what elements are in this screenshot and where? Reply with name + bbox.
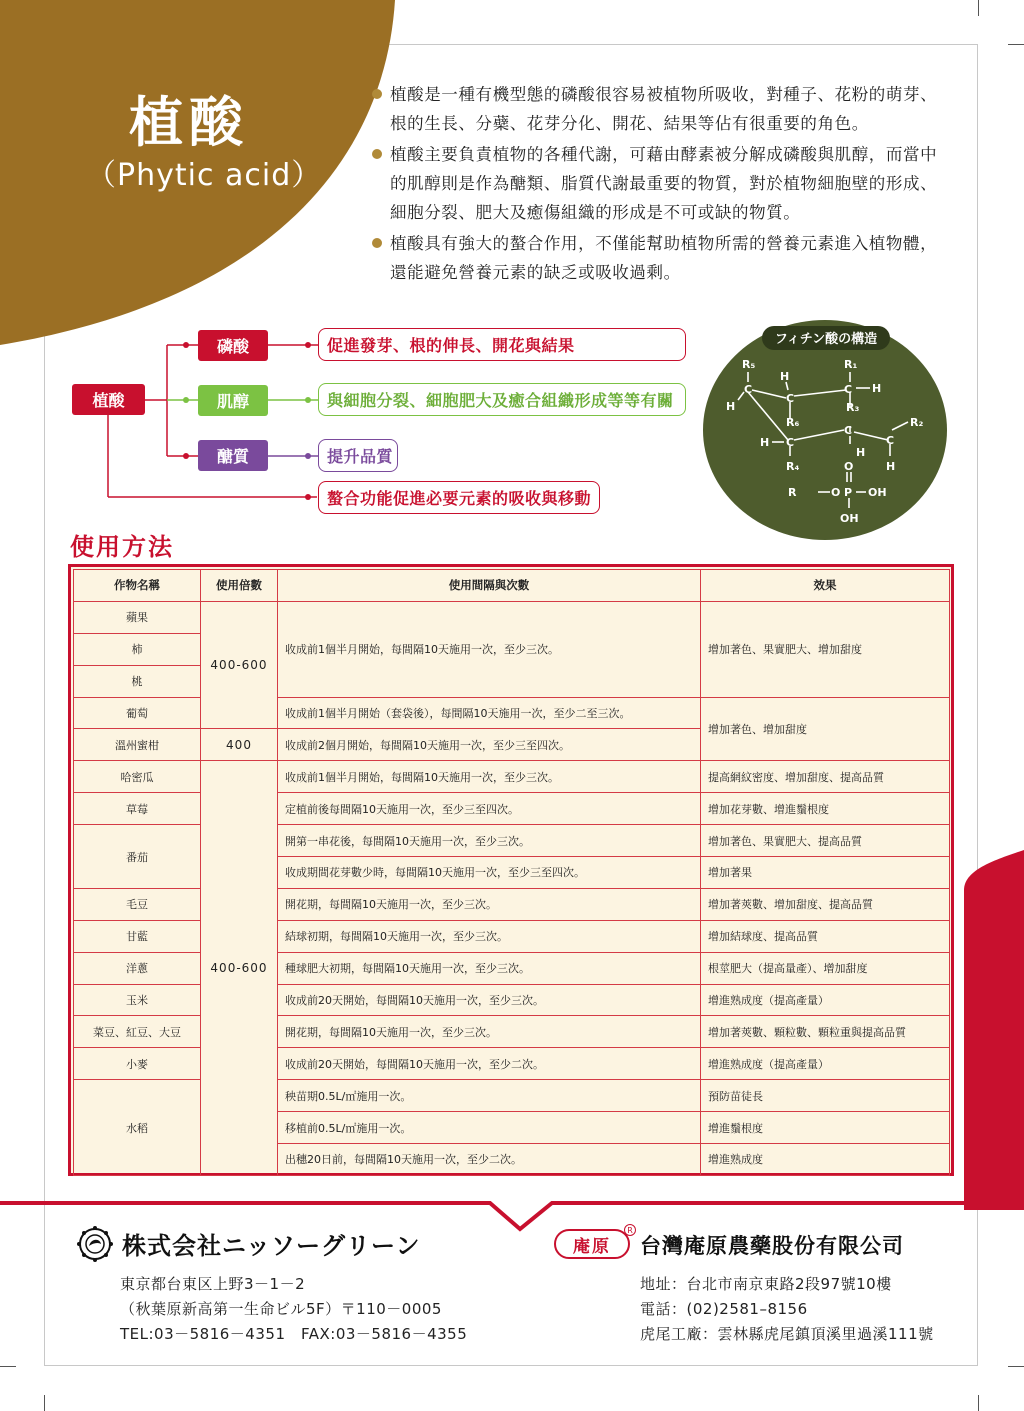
svg-text:H: H [780,370,790,383]
crop-cell: 蘋果 [74,601,201,633]
trim-mark [1008,44,1024,45]
effect-sugar: 提升品質 [318,439,398,472]
svg-text:R₁: R₁ [844,358,858,371]
bullet-item: 植酸主要負責植物的各種代謝，可藉由酵素被分解成磷酸與肌醇，而當中的肌醇則是作為醣類、脂質代謝最重要的物質，對於植物細胞壁的形成、細胞分裂、肥大及癒傷組織的形成是不可或缺的物質。 [370,140,950,227]
svg-text:R₂: R₂ [910,416,924,429]
trim-mark [0,1366,16,1367]
effect-phosphate: 促進發芽、根的伸長、開花與結果 [318,328,686,361]
rate-cell: 400-600 [201,601,278,729]
svg-text:H: H [760,436,770,449]
effect-cell: 增加著莢數、顆粒數、顆粒重與提高品質 [701,1016,950,1048]
rate-cell: 400 [201,729,278,761]
interval-cell: 收成前1個半月開始（套袋後），每間隔10天施用一次，至少二至三次。 [278,697,701,729]
svg-text:C: C [844,383,853,396]
page-subtitle: （Phytic acid） [86,158,323,193]
jp-address-line: TEL:03－5816－4351 FAX:03－5816－4355 [120,1325,468,1343]
effect-cell: 增進鬚根度 [701,1112,950,1144]
bullet-dot-icon [372,89,382,99]
bullet-dot-icon [372,238,382,248]
interval-cell: 收成前20天開始，每間隔10天施用一次，至少三次。 [278,984,701,1016]
svg-text:C: C [786,436,795,449]
diagram-root: 植酸 [72,384,145,415]
effect-cell: 根莖肥大（提高量產）、增加甜度 [701,952,950,984]
svg-text:H: H [856,446,866,459]
effect-cell: 預防苗徒長 [701,1080,950,1112]
interval-cell: 收成前20天開始，每間隔10天施用一次，至少二次。 [278,1048,701,1080]
svg-text:R₄: R₄ [786,460,800,473]
jp-address-block [120,1272,467,1347]
interval-cell: 收成前1個半月開始，每間隔10天施用一次，至少三次。 [278,761,701,793]
tw-company-name: 台灣庵原農藥股份有限公司 [640,1234,904,1258]
intro-bullets [370,80,950,289]
svg-text:P: P [844,486,853,499]
interval-cell: 開花期，每間隔10天施用一次，至少三次。 [278,888,701,920]
interval-cell: 種球肥大初期，每間隔10天施用一次，至少三次。 [278,952,701,984]
tw-address-line: 地址：台北市南京東路2段97號10樓 [640,1275,892,1293]
svg-text:R: R [788,486,797,499]
interval-cell: 定植前後每間隔10天施用一次，至少三至四次。 [278,793,701,825]
interval-cell: 收成前2個月開始，每間隔10天施用一次，至少三至四次。 [278,729,701,761]
bullet-item: 植酸具有強大的螯合作用，不僅能幫助植物所需的營養元素進入植物體，還能避免營養元素的缺乏或吸收過剩。 [370,229,950,287]
interval-cell: 出穗20日前，每間隔10天施用一次，至少二次。 [278,1144,701,1176]
page-title: 植酸 [129,91,249,154]
effect-cell: 提高網紋密度、增加甜度、提高品質 [701,761,950,793]
svg-text:O: O [844,460,854,473]
effect-cell: 增加著果 [701,857,950,889]
crop-cell: 番茄 [74,825,201,889]
column-header: 效果 [701,570,950,602]
branch-inositol: 肌醇 [198,385,268,416]
svg-text:OH: OH [868,486,887,499]
effect-cell: 增加著色、增加甜度 [701,697,950,761]
interval-cell: 收成期間花芽數少時，每間隔10天施用一次，至少三至四次。 [278,857,701,889]
table-header-row [74,570,950,602]
table-row [74,761,950,793]
tw-address-block [640,1272,934,1347]
crop-cell: 小麥 [74,1048,201,1080]
usage-table [73,569,950,1176]
svg-text:C: C [786,392,795,405]
usage-section-title: 使用方法 [70,533,174,561]
trim-mark [978,0,979,16]
column-header: 作物名稱 [74,570,201,602]
tw-address-line: 電話：(02)2581–8156 [640,1300,808,1318]
rate-cell: 400-600 [201,761,278,1176]
svg-text:C: C [744,383,753,396]
svg-text:R₃: R₃ [846,401,860,414]
ihara-logo-icon: 庵原 [554,1229,630,1259]
jp-company-name: 株式会社ニッソーグリーン [122,1232,421,1260]
effect-cell: 增加著色、果實肥大、提高品質 [701,825,950,857]
branch-sugar: 醣質 [198,440,268,471]
interval-cell: 開花期，每間隔10天施用一次，至少三次。 [278,1016,701,1048]
column-header: 使用倍數 [201,570,278,602]
effect-cell: 增進熟成度 [701,1144,950,1176]
nisso-green-logo-icon [76,1226,114,1262]
crop-cell: 桃 [74,665,201,697]
column-header: 使用間隔與次數 [278,570,701,602]
trim-mark [1008,1366,1024,1367]
crop-cell: 柿 [74,633,201,665]
interval-cell: 結球初期，每間隔10天施用一次，至少三次。 [278,920,701,952]
effect-cell: 增進熟成度（提高產量） [701,1048,950,1080]
phytic-acid-structure [700,320,950,540]
svg-text:O: O [831,486,841,499]
trim-mark [44,1395,45,1411]
usage-table-frame [68,564,954,1176]
crop-cell: 草莓 [74,793,201,825]
registered-mark-icon: R [624,1224,636,1236]
svg-text:R₅: R₅ [742,358,756,371]
branch-phosphate: 磷酸 [198,330,268,361]
svg-text:C: C [844,424,853,437]
interval-cell: 移植前0.5L/㎡施用一次。 [278,1112,701,1144]
interval-cell: 收成前1個半月開始，每間隔10天施用一次，至少三次。 [278,601,701,697]
trim-mark [978,1395,979,1411]
decorative-band [964,850,1024,1210]
interval-cell: 開第一串花後，每間隔10天施用一次，至少三次。 [278,825,701,857]
crop-cell: 菜豆、紅豆、大豆 [74,1016,201,1048]
crop-cell: 甘藍 [74,920,201,952]
svg-text:R₆: R₆ [786,416,800,429]
effect-inositol: 與細胞分裂、細胞肥大及癒合組織形成等等有關 [318,383,686,416]
svg-text:フィチン酸の構造: フィチン酸の構造 [774,332,878,347]
effect-cell: 增加著色、果實肥大、增加甜度 [701,601,950,697]
crop-cell: 毛豆 [74,888,201,920]
crop-cell: 玉米 [74,984,201,1016]
effect-cell: 增加花芽數、增進鬚根度 [701,793,950,825]
svg-text:OH: OH [840,512,859,525]
crop-cell: 哈密瓜 [74,761,201,793]
bullet-dot-icon [372,149,382,159]
effect-cell: 增加結球度、提高品質 [701,920,950,952]
jp-address-line: 東京都台東区上野3－1－2 [120,1275,306,1293]
bullet-item: 植酸是一種有機型態的磷酸很容易被植物所吸收，對種子、花粉的萌芽、根的生長、分蘗、花芽分化、開花、結果等佔有很重要的角色。 [370,80,950,138]
crop-cell: 洋蔥 [74,952,201,984]
svg-text:C: C [886,434,895,447]
svg-text:H: H [726,400,736,413]
effect-chelation: 螯合功能促進必要元素的吸收與移動 [318,481,600,514]
effect-cell: 增進熟成度（提高產量） [701,984,950,1016]
jp-address-line: （秋葉原新高第一生命ビル5F）〒110－0005 [120,1300,442,1318]
crop-cell: 水稻 [74,1080,201,1176]
tw-address-line: 虎尾工廠：雲林縣虎尾鎮頂溪里過溪111號 [640,1325,934,1343]
crop-cell: 溫州蜜柑 [74,729,201,761]
effect-cell: 增加著莢數、增加甜度、提高品質 [701,888,950,920]
interval-cell: 秧苗期0.5L/㎡施用一次。 [278,1080,701,1112]
crop-cell: 葡萄 [74,697,201,729]
svg-text:H: H [886,460,896,473]
table-row [74,601,950,633]
svg-text:H: H [872,382,882,395]
